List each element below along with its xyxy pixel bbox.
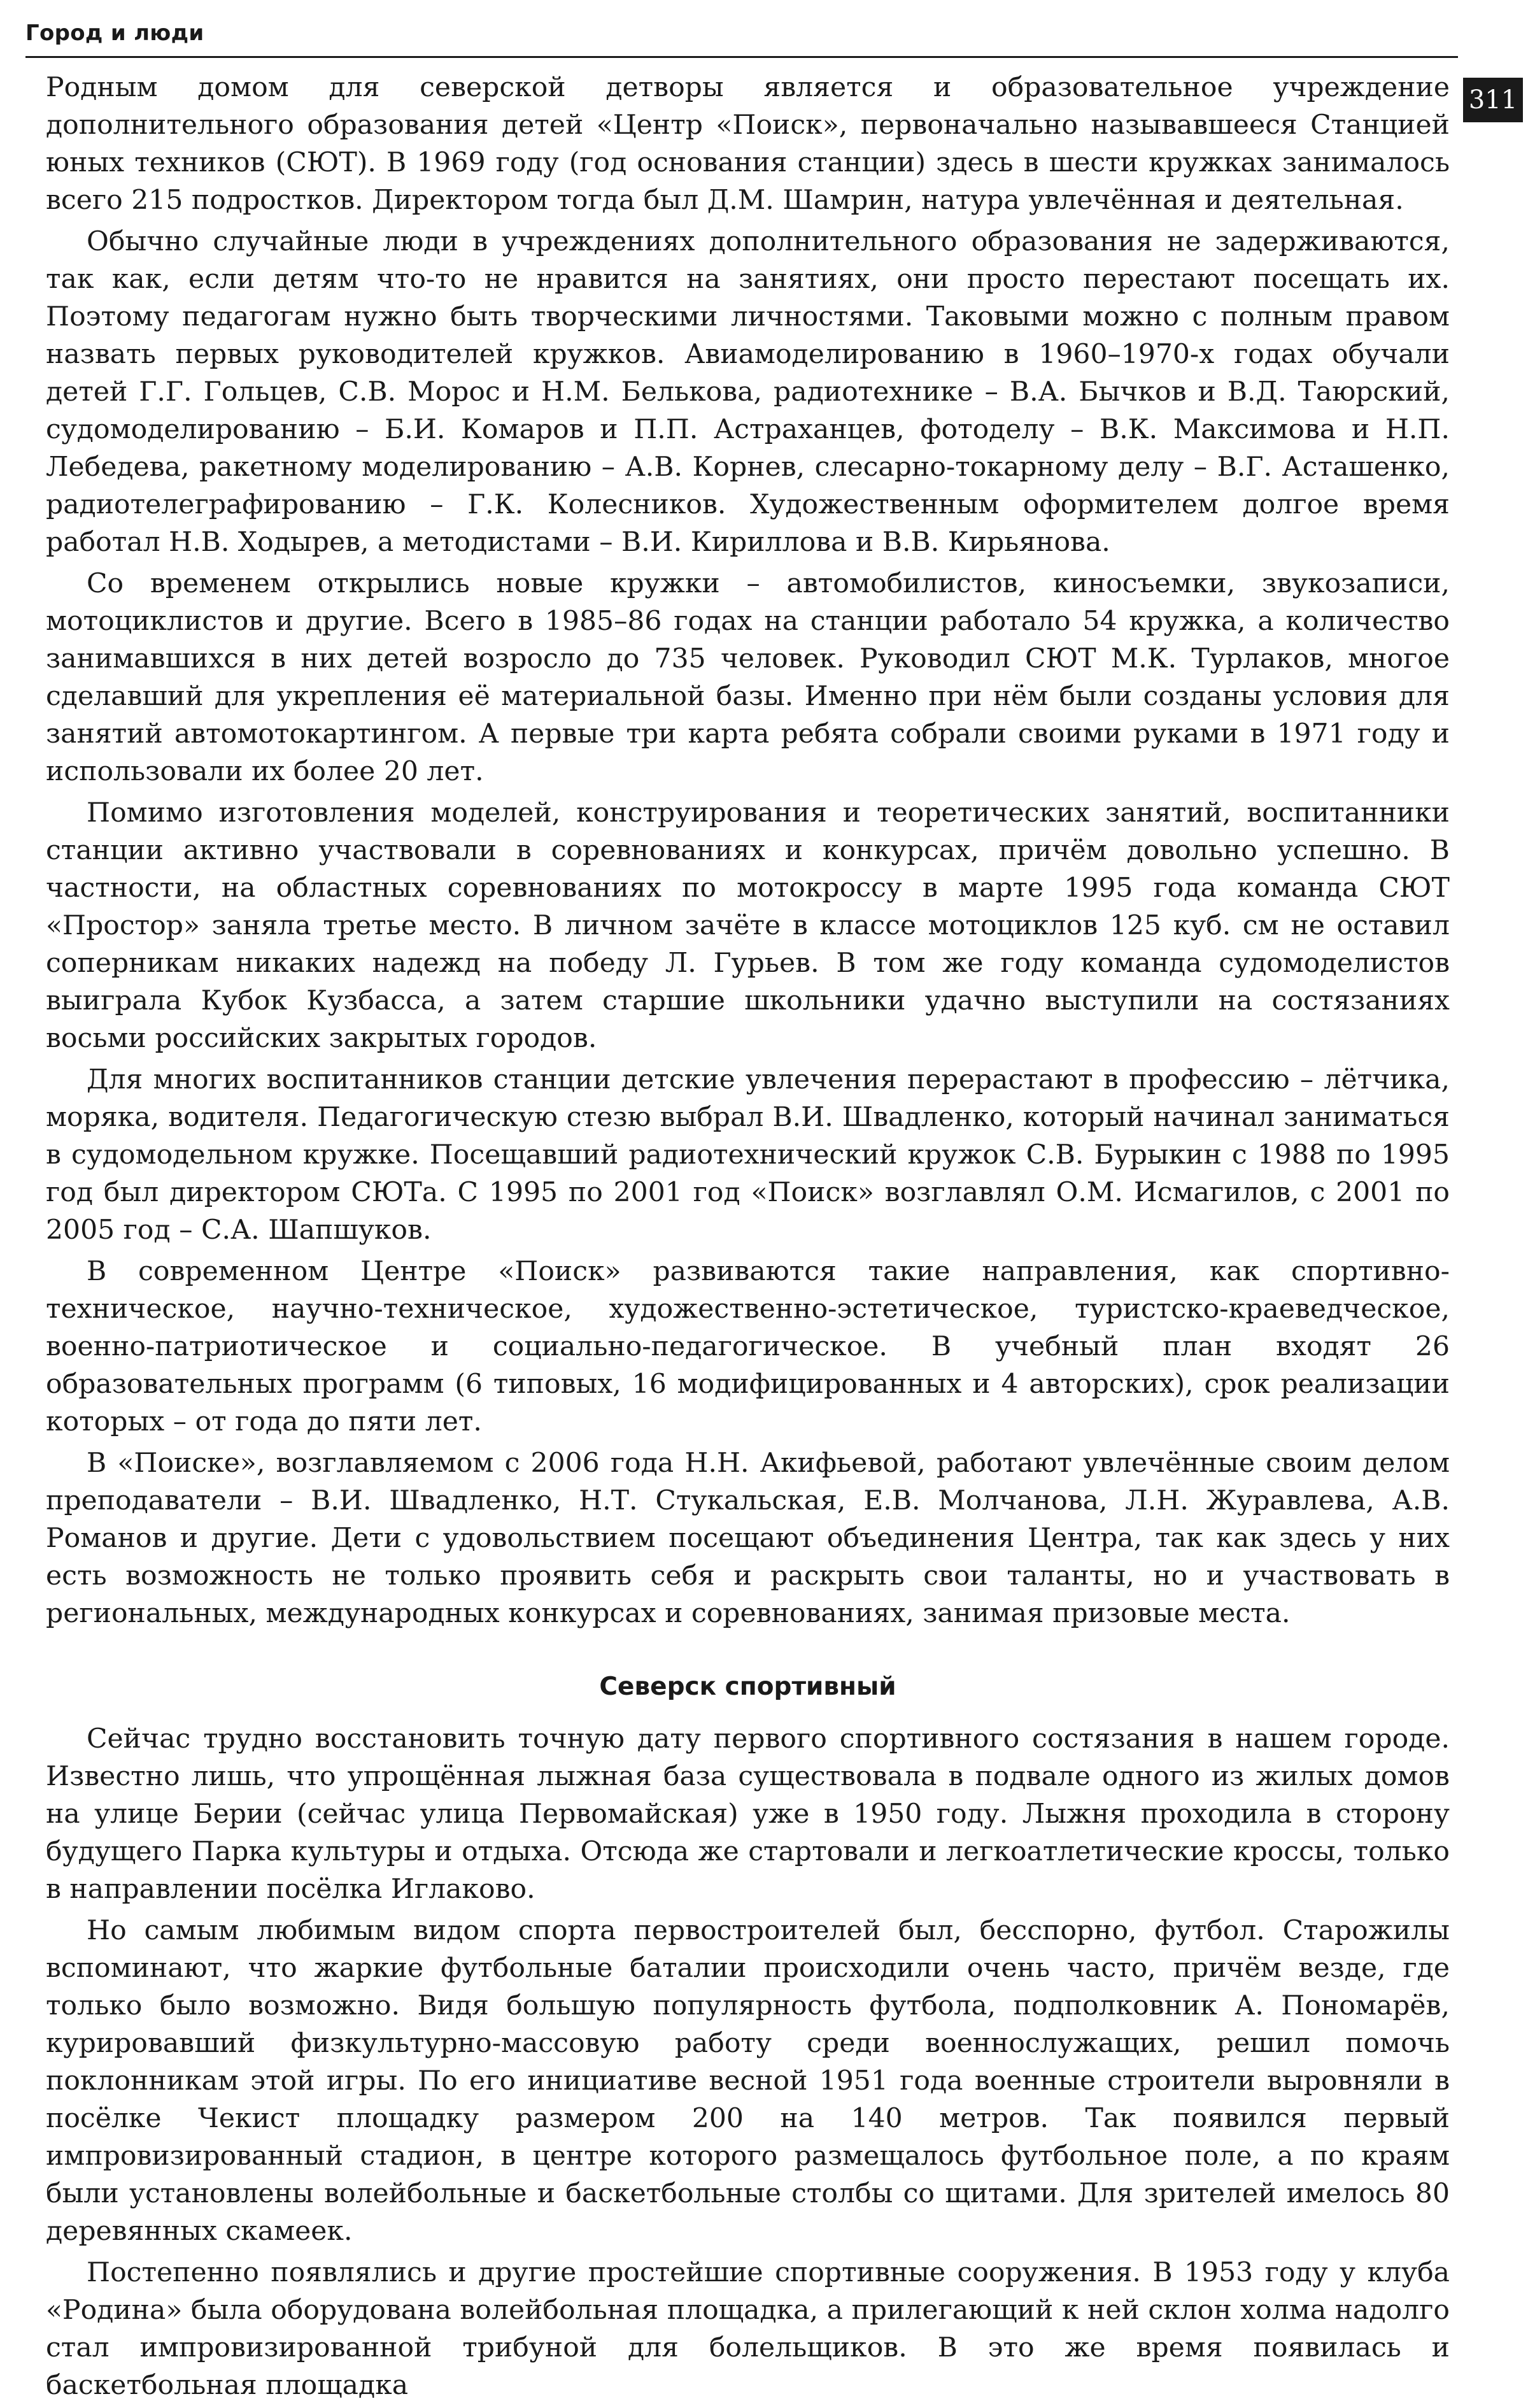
paragraph: В «Поиске», возглавляемом с 2006 года Н.Н. Акифьевой, работают увлечённые своим делом преподаватели – В.И. Швадленко, Н.Т. Стукальская, Е.В. Молчанова, Л.Н. Журавлева, А.В. Романов и другие. Дети с удовольствием посещают объединения Центра, так как здесь у них есть возможность не только проявить себя и раскрыть свои таланты, но и участвовать в региональных, международных конкурсах и соревнованиях, занимая призовые места.: [46, 1448, 1450, 1629]
paragraph: Постепенно появлялись и другие простейшие спортивные сооружения. В 1953 году у клуба «Родина» была оборудована волейбольная площадка, а прилегающий к ней склон холма надолго стал импровизированной трибуной для болельщиков. В это же время появилась и баскетбольная площадка: [46, 2257, 1450, 2401]
section-heading: Северск спортивный: [599, 1672, 896, 1701]
paragraph: Сейчас трудно восстановить точную дату первого спортивного состязания в нашем городе. Известно лишь, что упрощённая лыжная база существовала в подвале одного из жилых домов на улице Берии (сейчас улица Первомайская) уже в 1950 году. Лыжня проходила в сторону будущего Парка культуры и отдыха. Отсюда же стартовали и легкоатлетические кроссы, только в направлении посёлка Иглаково.: [46, 1723, 1450, 1905]
paragraph: Но самым любимым видом спорта первостроителей был, бесспорно, футбол. Старожилы вспоминают, что жаркие футбольные баталии происходили очень часто, причём везде, где только было возможно. Видя большую популярность футбола, подполковник А. Пономарёв, курировавший физкультурно-массовую работу среди военнослужащих, решил помочь поклонникам этой игры. По его инициативе весной 1951 года военные строители выровняли в посёлке Чекист площадку размером 200 на 140 метров. Так появился первый импровизированный стадион, в центре которого размещалось футбольное поле, а по краям были установлены волейбольные и баскетбольные столбы со щитами. Для зрителей имелось 80 деревянных скамеек.: [46, 1915, 1450, 2247]
paragraph: Помимо изготовления моделей, конструирования и теоретических занятий, воспитанники станции активно участвовали в соревнованиях и конкурсах, причём довольно успешно. В частности, на областных соревнованиях по мотокроссу в марте 1995 года команда СЮТ «Простор» заняла третье место. В личном зачёте в классе мотоциклов 125 куб. см не оставил соперникам никаких надежд на победу Л. Гурьев. В том же году команда судомоделистов выиграла Кубок Кузбасса, а затем старшие школьники удачно выступили на состязаниях восьми российских закрытых городов.: [46, 797, 1450, 1054]
page-number: 311: [1463, 78, 1523, 122]
paragraph: В современном Центре «Поиск» развиваются такие направления, как спортивно-техническое, научно-техническое, художественно-эстетическое, туристско-краеведческое, военно-патриотическое и социально-педагогическое. В учебный план входят 26 образовательных программ (6 типовых, 16 модифицированных и 4 авторских), срок реализации которых – от года до пяти лет.: [46, 1256, 1450, 1437]
paragraph: Со временем открылись новые кружки – автомобилистов, киносъемки, звукозаписи, мотоциклистов и другие. Всего в 1985–86 годах на станции работало 54 кружка, а количество занимавшихся в них детей возросло до 735 человек. Руководил СЮТ М.К. Турлаков, многое сделавший для укрепления её материальной базы. Именно при нём были созданы условия для занятий автомотокартингом. А первые три карта ребята собрали своими руками в 1971 году и использовали их более 20 лет.: [46, 568, 1450, 787]
paragraph: Обычно случайные люди в учреждениях дополнительного образования не задерживаются, так как, если детям что-то не нравится на занятиях, они просто перестают посещать их. Поэтому педагогам нужно быть творческими личностями. Таковыми можно с полным правом назвать первых руководителей кружков. Авиамоделированию в 1960–1970-х годах обучали детей Г.Г. Гольцев, С.В. Морос и Н.М. Белькова, радиотехнике – В.А. Бычков и В.Д. Таюрский, судомоделированию – Б.И. Комаров и П.П. Астраханцев, фотоделу – В.К. Максимова и Н.П. Лебедева, ракетному моделированию – А.В. Корнев, слесарно-токарному делу – В.Г. Асташенко, радиотелеграфированию – Г.К. Колесников. Художественным оформителем долгое время работал Н.В. Ходырев, а методистами – В.И. Кириллова и В.В. Кирьянова.: [46, 226, 1450, 558]
paragraph: Родным домом для северской детворы является и образовательное учреждение дополнительного образования детей «Центр «Поиск», первоначально называвшееся Станцией юных техников (СЮТ). В 1969 году (год основания станции) здесь в шести кружках занималось всего 215 подростков. Директором тогда был Д.М. Шамрин, натура увлечённая и деятельная.: [46, 72, 1450, 216]
header-rule: [25, 56, 1458, 58]
page-body: [46, 69, 1450, 2408]
running-title: Город и люди: [25, 20, 204, 46]
section-seversk-sportivny: [46, 1669, 1450, 2404]
section-centr-poisk: [46, 69, 1450, 1632]
paragraph: Для многих воспитанников станции детские увлечения перерастают в профессию – лётчика, моряка, водителя. Педагогическую стезю выбрал В.И. Швадленко, который начинал заниматься в судомодельном кружке. Посещавший радиотехнический кружок С.В. Бурыкин с 1988 по 1995 год был директором СЮТа. С 1995 по 2001 год «Поиск» возглавлял О.М. Исмагилов, с 2001 по 2005 год – С.А. Шапшуков.: [46, 1064, 1450, 1246]
